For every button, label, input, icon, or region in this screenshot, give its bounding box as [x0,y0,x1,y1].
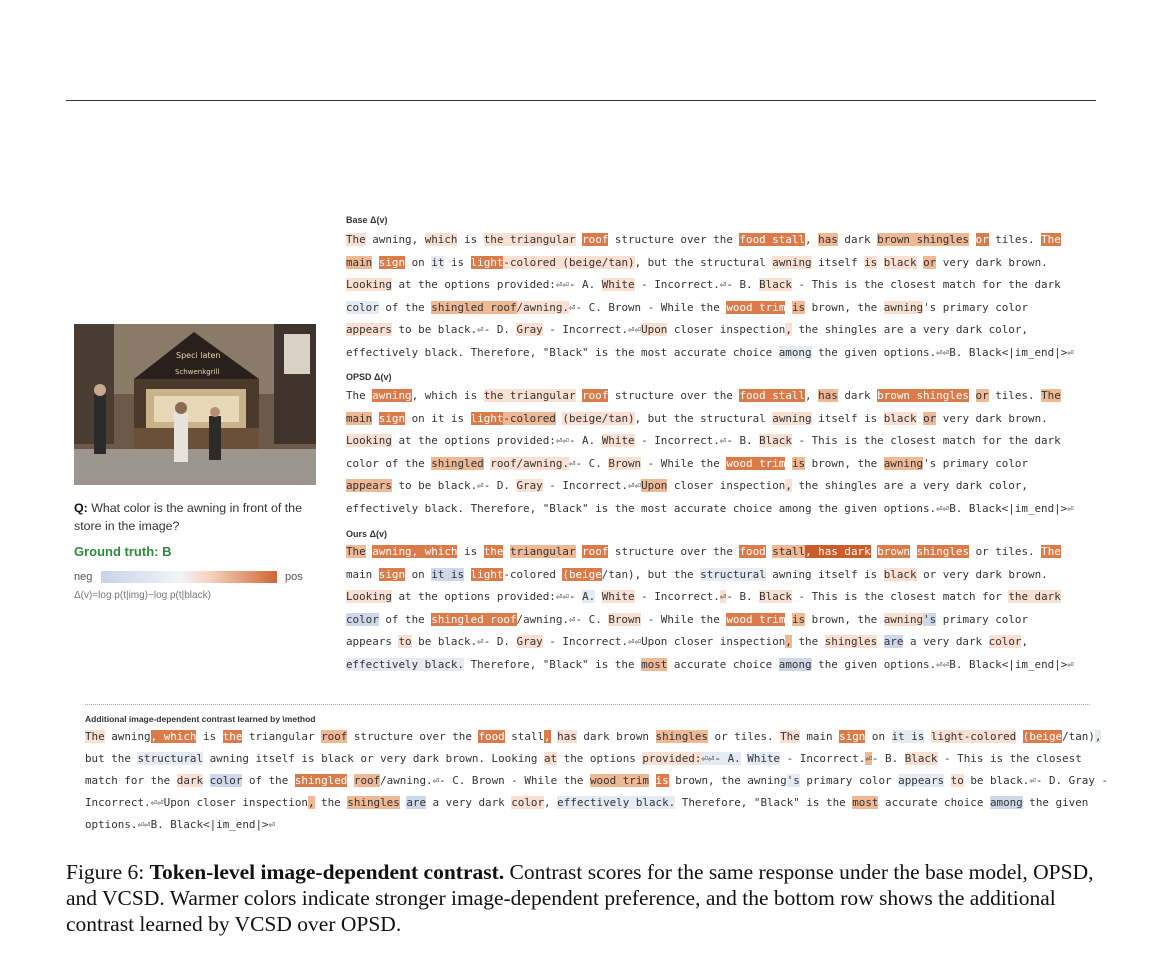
header-rule [66,100,1096,101]
caption-label: Figure 6: [66,860,150,884]
opsd-token-panel [346,389,1091,524]
additional-panel-title: Additional image-dependent contrast learned by \method [85,714,316,724]
base-panel-title: Base Δ(v) [346,215,388,225]
token-line: effectively black. Therefore, "Black" is the most accurate choice among the given options.⏎⏎B. Black<|im_end|>⏎ [346,345,1074,359]
legend-formula: Δ(v)=log p(t|img)−log p(t|black) [74,590,211,601]
question-text: What color is the awning in front of the store in the image? [74,501,302,533]
token-line: effectively black. Therefore, "Black" is the most accurate choice among the given options.⏎⏎B. Black<|im_end|>⏎ [346,501,1074,515]
store-photo [74,324,316,485]
token-line: options.⏎⏎B. Black<|im_end|>⏎ [85,818,276,831]
token-line: color of the shingled roof/awning.⏎- C. Brown - While the wood trim is brown, the awning's primary color [346,456,1029,470]
figure-caption [66,859,1098,937]
token-line: main sign on it is light-colored (beige/tan), but the structural awning itself is black or very dark brown. [346,411,1048,425]
caption-text: Contrast scores for the same response under the base model, OPSD, and VCSD. Warmer colors indicate stronger image-dependent preference, and the bottom row shows the additional contrast learned by VCSD over OPSD. [66,860,1094,936]
token-line: main sign on it is light-colored (beige/tan), but the structural awning itself is black or very dark brown. [346,255,1048,269]
token-line: The awning, which is the triangular roof structure over the food stall, has dark brown shingles or tiles. The [346,389,1061,402]
token-line: appears to be black.⏎- D. Gray - Incorrect.⏎⏎Upon closer inspection, the shingles are a very dark color, [346,479,1028,492]
token-line: color of the shingled roof/awning.⏎- C. Brown - While the wood trim is brown, the awning's primary color [346,612,1029,626]
token-line: The awning, which is the triangular roof structure over the food stall, has dark brown shingles or tiles. The [346,233,1061,246]
additional-token-panel [85,730,1109,840]
token-line: match for the dark color of the shingled roof/awning.⏎- C. Brown - While the wood trim is brown, the awning's primary color appears to be black.⏎- D. Gray - [85,774,1109,787]
opsd-panel-title: OPSD Δ(v) [346,372,392,382]
legend-pos-label: pos [285,571,303,583]
base-token-panel [346,233,1091,368]
token-line: Incorrect.⏎⏎Upon closer inspection, the shingles are a very dark color, effectively black. Therefore, "Black" is the most accurate choice among the given [85,796,1089,809]
legend-colorbar [101,571,277,583]
token-line: effectively black. Therefore, "Black" is the most accurate choice among the given options.⏎⏎B. Black<|im_end|>⏎ [346,657,1074,671]
token-line: Looking at the options provided:⏎⏎- A. White - Incorrect.⏎- B. Black - This is the closest match for the dark [346,590,1061,603]
ours-token-panel [346,545,1091,680]
token-line: The awning, which is the triangular roof structure over the food stall, has dark brown shingles or tiles. The main sign on it is light-colored (beige/tan), [85,730,1102,743]
token-line: but the structural awning itself is black or very dark brown. Looking at the options provided:⏎⏎- A. White - Incorrect.⏎- B. Black - This is the closest [85,752,1082,765]
section-divider [85,704,1090,705]
token-line: appears to be black.⏎- D. Gray - Incorrect.⏎⏎Upon closer inspection, the shingles are a very dark color, [346,635,1029,648]
question-prefix: Q: [74,501,88,515]
token-line: The awning, which is the triangular roof structure over the food stall, has dark brown shingles or tiles. The [346,545,1061,558]
ground-truth: Ground truth: B [74,544,172,559]
legend-neg-label: neg [74,571,93,583]
sign-text-bottom: Schwenkgrill [175,368,220,376]
sign-text-top: Speci laten [176,351,221,360]
question [74,499,330,535]
token-line: main sign on it is light-colored (beige/tan), but the structural awning itself is black or very dark brown. [346,567,1048,581]
ours-panel-title: Ours Δ(v) [346,529,387,539]
token-line: appears to be black.⏎- D. Gray - Incorrect.⏎⏎Upon closer inspection, the shingles are a very dark color, [346,323,1028,336]
token-line: color of the shingled roof/awning.⏎- C. Brown - While the wood trim is brown, the awning's primary color [346,300,1029,314]
token-line: Looking at the options provided:⏎⏎- A. White - Incorrect.⏎- B. Black - This is the closest match for the dark [346,434,1061,447]
caption-bold: Token-level image-dependent contrast. [149,860,505,884]
token-line: Looking at the options provided:⏎⏎- A. White - Incorrect.⏎- B. Black - This is the closest match for the dark [346,278,1061,291]
